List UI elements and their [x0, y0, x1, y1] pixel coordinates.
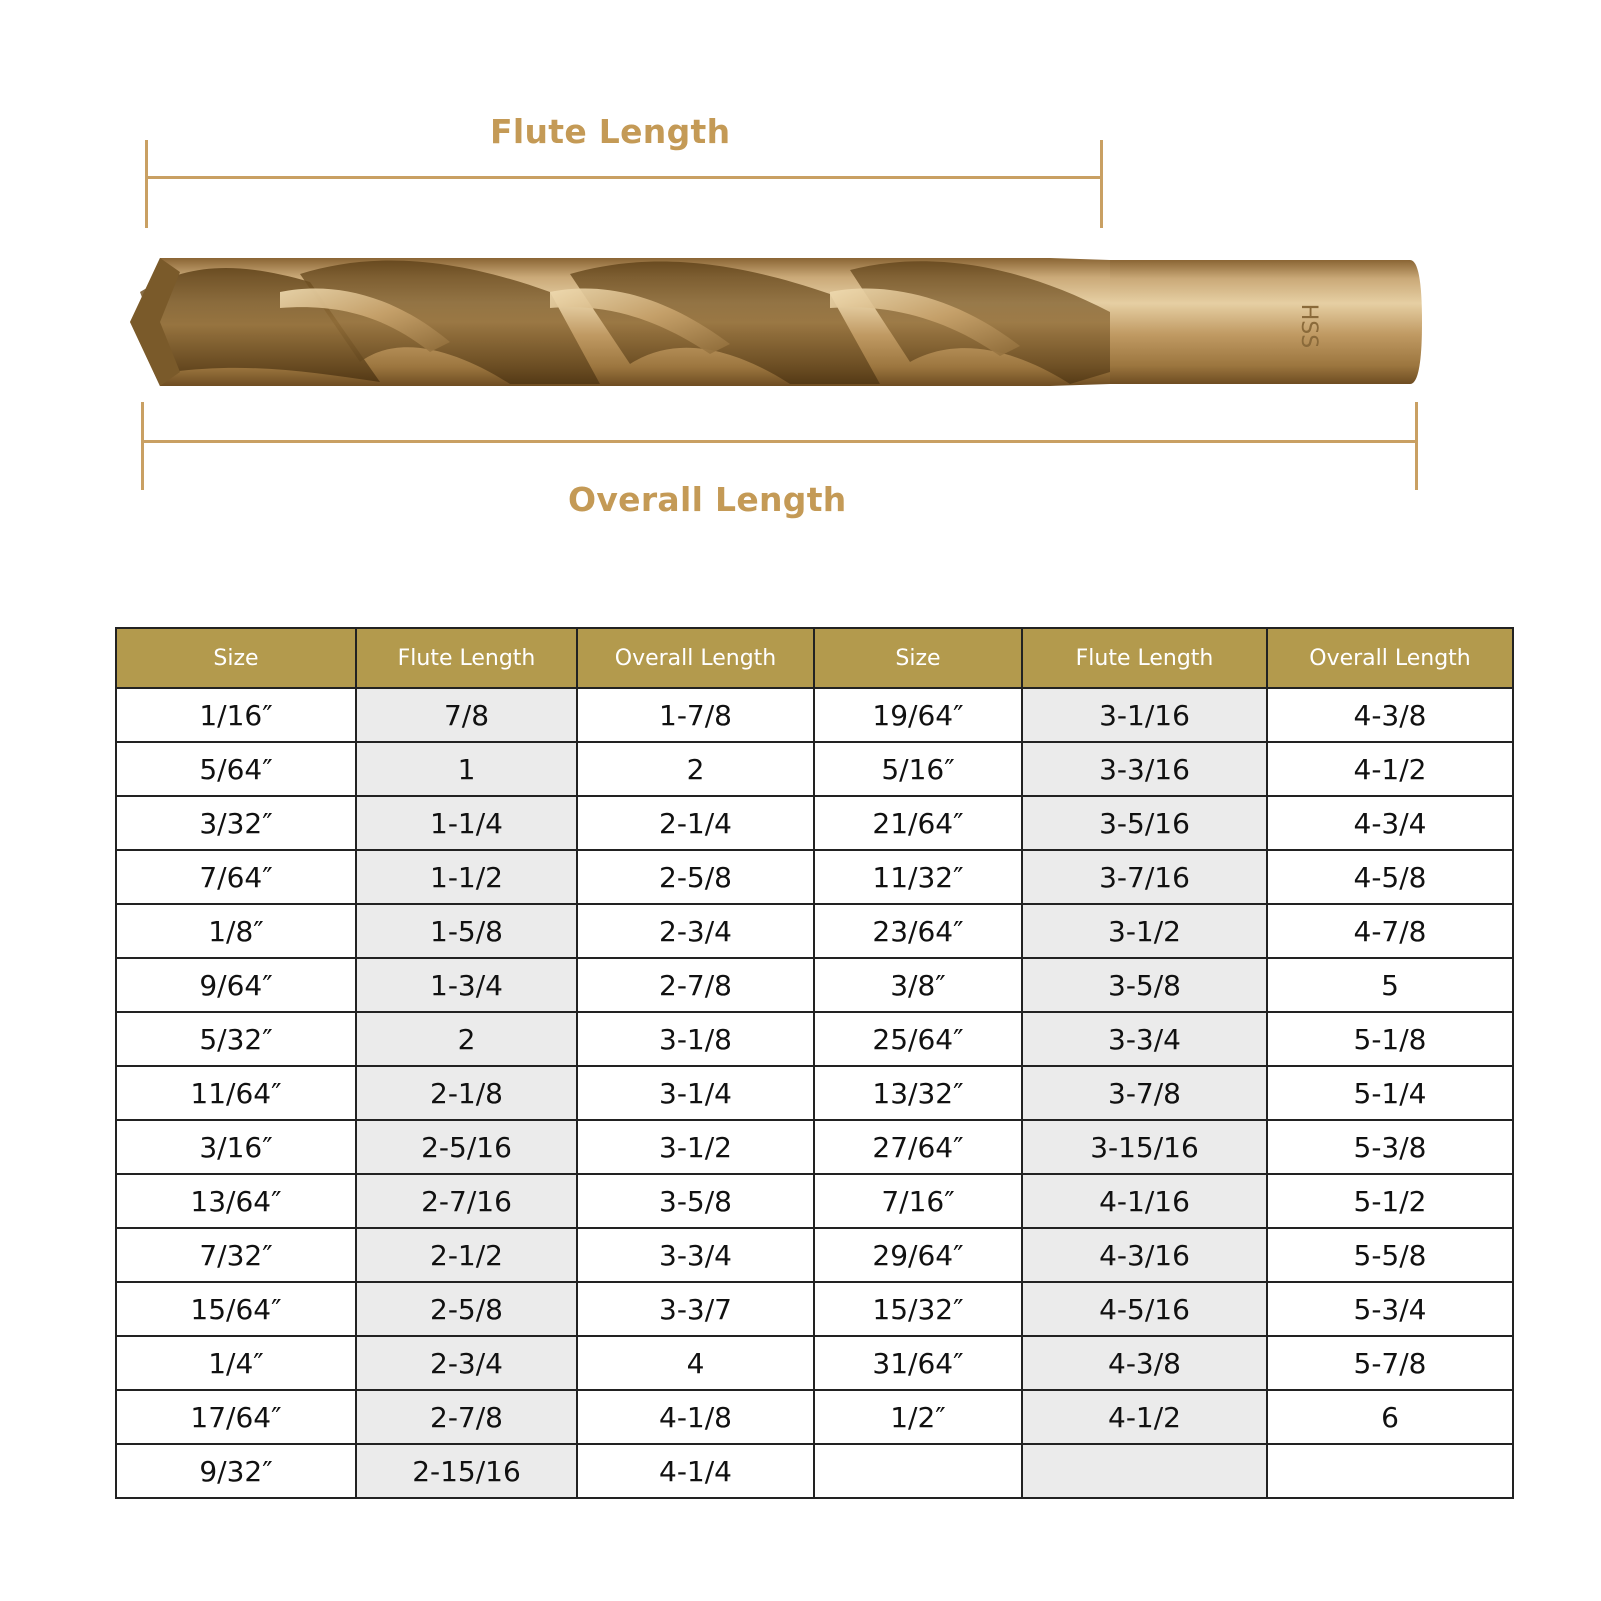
cell-size: 1/2″ [814, 1390, 1022, 1444]
table-row [116, 742, 1513, 796]
cell-overall-length: 2-1/4 [577, 796, 814, 850]
cell-flute-length: 4-1/2 [1022, 1390, 1267, 1444]
cell-flute-length: 3-7/8 [1022, 1066, 1267, 1120]
cell-flute-length: 2-3/4 [356, 1336, 577, 1390]
table-row [116, 958, 1513, 1012]
header-overall-length: Overall Length [1267, 628, 1513, 688]
cell-flute-length [1022, 1444, 1267, 1498]
cell-size: 3/8″ [814, 958, 1022, 1012]
cell-flute-length: 3-5/8 [1022, 958, 1267, 1012]
drill-bit-diagram [0, 0, 1601, 560]
cell-flute-length: 2-5/8 [356, 1282, 577, 1336]
table-header-row [116, 628, 1513, 688]
table-row [116, 1390, 1513, 1444]
cell-size: 5/16″ [814, 742, 1022, 796]
cell-size: 11/32″ [814, 850, 1022, 904]
cell-flute-length: 3-7/16 [1022, 850, 1267, 904]
drill-size-table [115, 627, 1514, 1499]
cell-size: 7/64″ [116, 850, 356, 904]
flute-length-right-tick [1100, 140, 1103, 228]
cell-overall-length: 3-3/7 [577, 1282, 814, 1336]
cell-overall-length: 4-7/8 [1267, 904, 1513, 958]
cell-overall-length: 1-7/8 [577, 688, 814, 742]
cell-flute-length: 3-1/2 [1022, 904, 1267, 958]
cell-overall-length: 4-3/4 [1267, 796, 1513, 850]
cell-flute-length: 3-3/4 [1022, 1012, 1267, 1066]
cell-overall-length: 2-5/8 [577, 850, 814, 904]
cell-overall-length: 4-1/8 [577, 1390, 814, 1444]
cell-flute-length: 2-7/8 [356, 1390, 577, 1444]
cell-flute-length: 2 [356, 1012, 577, 1066]
cell-size: 19/64″ [814, 688, 1022, 742]
cell-size: 15/64″ [116, 1282, 356, 1336]
cell-overall-length: 4-1/2 [1267, 742, 1513, 796]
table-row [116, 1174, 1513, 1228]
cell-size [814, 1444, 1022, 1498]
table-row [116, 688, 1513, 742]
cell-overall-length: 5-3/8 [1267, 1120, 1513, 1174]
cell-overall-length: 4-1/4 [577, 1444, 814, 1498]
cell-size: 1/8″ [116, 904, 356, 958]
table-row [116, 850, 1513, 904]
table-row [116, 1120, 1513, 1174]
cell-size: 31/64″ [814, 1336, 1022, 1390]
cell-flute-length: 7/8 [356, 688, 577, 742]
cell-size: 29/64″ [814, 1228, 1022, 1282]
cell-flute-length: 2-1/2 [356, 1228, 577, 1282]
cell-size: 1/16″ [116, 688, 356, 742]
cell-overall-length: 3-5/8 [577, 1174, 814, 1228]
cell-overall-length: 3-1/8 [577, 1012, 814, 1066]
cell-size: 21/64″ [814, 796, 1022, 850]
cell-size: 5/32″ [116, 1012, 356, 1066]
cell-size: 13/64″ [116, 1174, 356, 1228]
cell-size: 15/32″ [814, 1282, 1022, 1336]
cell-size: 9/32″ [116, 1444, 356, 1498]
cell-overall-length: 4-3/8 [1267, 688, 1513, 742]
cell-size: 7/32″ [116, 1228, 356, 1282]
cell-flute-length: 3-3/16 [1022, 742, 1267, 796]
cell-overall-length: 5-5/8 [1267, 1228, 1513, 1282]
cell-size: 25/64″ [814, 1012, 1022, 1066]
cell-flute-length: 3-15/16 [1022, 1120, 1267, 1174]
cell-overall-length: 3-1/2 [577, 1120, 814, 1174]
cell-overall-length: 3-1/4 [577, 1066, 814, 1120]
drill-bit-image [130, 252, 1470, 392]
overall-length-right-tick [1415, 402, 1418, 490]
cell-flute-length: 1 [356, 742, 577, 796]
cell-size: 13/32″ [814, 1066, 1022, 1120]
cell-overall-length: 5-7/8 [1267, 1336, 1513, 1390]
cell-overall-length: 5-1/8 [1267, 1012, 1513, 1066]
overall-length-line [142, 440, 1418, 443]
cell-overall-length: 5 [1267, 958, 1513, 1012]
table-row [116, 1444, 1513, 1498]
cell-overall-length: 5-3/4 [1267, 1282, 1513, 1336]
cell-overall-length: 2-3/4 [577, 904, 814, 958]
shank-marking: HSS [1296, 303, 1321, 349]
header-size: Size [116, 628, 356, 688]
cell-flute-length: 4-3/16 [1022, 1228, 1267, 1282]
cell-flute-length: 2-15/16 [356, 1444, 577, 1498]
cell-flute-length: 1-1/2 [356, 850, 577, 904]
cell-flute-length: 3-5/16 [1022, 796, 1267, 850]
cell-size: 3/32″ [116, 796, 356, 850]
cell-flute-length: 2-7/16 [356, 1174, 577, 1228]
cell-flute-length: 3-1/16 [1022, 688, 1267, 742]
cell-flute-length: 4-5/16 [1022, 1282, 1267, 1336]
flute-length-line [146, 176, 1102, 179]
cell-overall-length: 4-5/8 [1267, 850, 1513, 904]
cell-flute-length: 4-1/16 [1022, 1174, 1267, 1228]
cell-overall-length [1267, 1444, 1513, 1498]
header-overall-length: Overall Length [577, 628, 814, 688]
flute-length-left-tick [145, 140, 148, 228]
cell-flute-length: 1-5/8 [356, 904, 577, 958]
cell-flute-length: 2-1/8 [356, 1066, 577, 1120]
cell-size: 9/64″ [116, 958, 356, 1012]
cell-size: 11/64″ [116, 1066, 356, 1120]
cell-flute-length: 1-1/4 [356, 796, 577, 850]
flute-length-label: Flute Length [490, 112, 731, 151]
header-flute-length: Flute Length [1022, 628, 1267, 688]
cell-size: 17/64″ [116, 1390, 356, 1444]
table-body [116, 688, 1513, 1498]
table-row [116, 1282, 1513, 1336]
cell-size: 5/64″ [116, 742, 356, 796]
header-size: Size [814, 628, 1022, 688]
table-row [116, 1012, 1513, 1066]
cell-size: 27/64″ [814, 1120, 1022, 1174]
cell-overall-length: 5-1/2 [1267, 1174, 1513, 1228]
cell-flute-length: 1-3/4 [356, 958, 577, 1012]
cell-overall-length: 2-7/8 [577, 958, 814, 1012]
cell-size: 1/4″ [116, 1336, 356, 1390]
header-flute-length: Flute Length [356, 628, 577, 688]
cell-size: 3/16″ [116, 1120, 356, 1174]
cell-size: 7/16″ [814, 1174, 1022, 1228]
cell-size: 23/64″ [814, 904, 1022, 958]
table-row [116, 1066, 1513, 1120]
cell-flute-length: 4-3/8 [1022, 1336, 1267, 1390]
cell-overall-length: 2 [577, 742, 814, 796]
cell-overall-length: 3-3/4 [577, 1228, 814, 1282]
cell-overall-length: 5-1/4 [1267, 1066, 1513, 1120]
table-row [116, 904, 1513, 958]
cell-flute-length: 2-5/16 [356, 1120, 577, 1174]
table-row [116, 796, 1513, 850]
cell-overall-length: 4 [577, 1336, 814, 1390]
table-row [116, 1228, 1513, 1282]
overall-length-label: Overall Length [568, 480, 847, 519]
table-row [116, 1336, 1513, 1390]
cell-overall-length: 6 [1267, 1390, 1513, 1444]
overall-length-left-tick [141, 402, 144, 490]
